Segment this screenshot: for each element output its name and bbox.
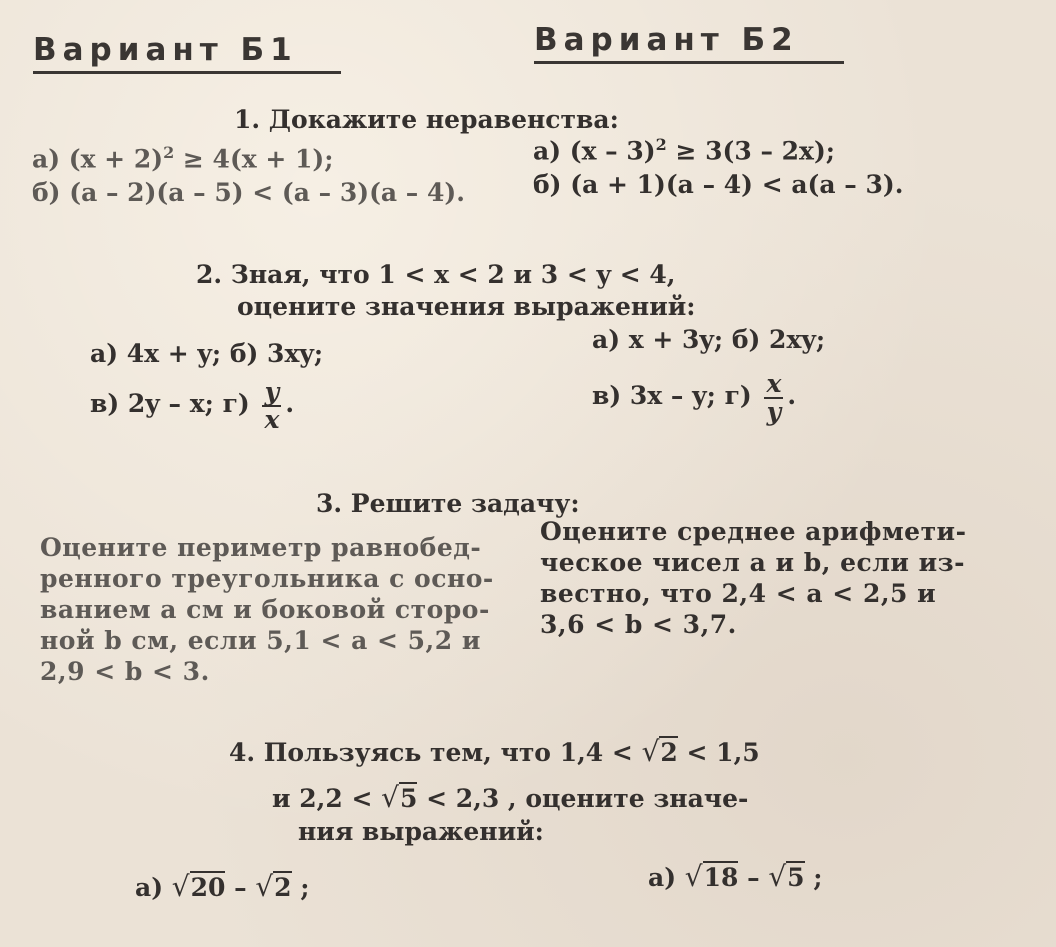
text-line: Оцените среднее арифмети- — [540, 517, 967, 546]
row-prefix: в) 3x – y; г) — [592, 381, 752, 410]
sqrt-5 — [381, 781, 417, 814]
text-line: Оцените периметр равнобед- — [40, 533, 482, 562]
sqrt-2 — [642, 735, 678, 768]
fraction-numerator: x — [766, 368, 782, 398]
item-end: ; — [291, 873, 310, 902]
item-label: а) — [135, 873, 164, 902]
radical-sign-icon: √ — [641, 735, 660, 768]
variant-b1-underline — [33, 71, 341, 74]
text-line: вестно, что 2,4 < a < 2,5 и — [540, 579, 937, 608]
expr-part: ≥ 4(x + 1); — [174, 144, 334, 174]
task2-v1-row1: а) 4x + y; б) 3xy; — [90, 339, 324, 368]
line-prefix: и 2,2 < — [272, 784, 373, 813]
fraction-numerator: y — [262, 379, 281, 407]
text-line: ренного треугольника с осно- — [40, 564, 494, 593]
fraction-y-over-x — [262, 376, 281, 434]
radical-sign-icon: √ — [684, 860, 703, 893]
task4-v2-item-a — [648, 860, 823, 893]
operator: – — [738, 863, 769, 892]
text-line: 3,6 < b < 3,7. — [540, 610, 737, 639]
expr-part: (a + 1)(a – 4) < a(a – 3). — [570, 170, 904, 199]
item-label: а) — [32, 144, 61, 174]
operator: – — [225, 873, 256, 902]
text-line: 2,9 < b < 3. — [40, 657, 210, 686]
text-line: ванием a см и боковой сторо- — [40, 595, 490, 624]
task1-v2-item-b — [533, 170, 903, 199]
expr-part: (x + 2) — [68, 144, 164, 174]
radicand: 5 — [399, 784, 418, 813]
radicand: 20 — [190, 873, 226, 902]
radicand: 5 — [787, 863, 805, 892]
radicand: 2 — [274, 873, 292, 902]
sqrt-5 — [768, 860, 804, 893]
task4-v1-item-a — [135, 870, 310, 903]
task3-v2-text — [540, 516, 966, 640]
item-label: б) — [32, 178, 61, 207]
task1-v1-item-b — [32, 178, 465, 207]
task3-v1-text — [40, 532, 494, 687]
task1-v2-item-a — [533, 135, 835, 165]
expr-part: (a – 2)(a – 5) < (a – 3)(a – 4). — [69, 178, 465, 207]
task4-line2 — [272, 781, 748, 814]
sqrt-18 — [685, 860, 739, 893]
task2-line2: оцените значения выражений: — [237, 292, 696, 321]
fraction-denominator: x — [264, 404, 280, 434]
task4-line1 — [229, 735, 760, 768]
task2-v2-row1: а) x + 3y; б) 2xy; — [592, 325, 826, 354]
exponent: 2 — [655, 135, 667, 154]
fraction-x-over-y — [764, 368, 783, 426]
radical-sign-icon: √ — [381, 781, 399, 814]
radical-sign-icon: √ — [171, 870, 190, 903]
item-end: ; — [804, 863, 823, 892]
text-line: ной b см, если 5,1 < a < 5,2 и — [40, 626, 481, 655]
radicand: 18 — [703, 863, 739, 892]
variant-b2-title: Вариант Б2 — [534, 22, 799, 58]
task2-v1-row2 — [90, 378, 294, 433]
exponent: 2 — [163, 143, 175, 162]
text-line: ческое чисел a и b, если из- — [540, 548, 965, 577]
task2-v2-row2 — [592, 370, 796, 425]
expr-part: ≥ 3(3 – 2x); — [666, 136, 836, 166]
variant-b2-underline — [534, 61, 844, 64]
expr-part: (x – 3) — [569, 136, 656, 166]
task3-heading: 3. Решите задачу: — [316, 489, 580, 518]
task1-heading: 1. Докажите неравенства: — [234, 105, 619, 134]
line-suffix: < 2,3 , оцените значе- — [426, 784, 749, 813]
item-label: а) — [533, 136, 562, 166]
radicand: 2 — [660, 738, 678, 767]
variant-b1-title: Вариант Б1 — [33, 32, 298, 68]
radical-sign-icon: √ — [255, 870, 274, 903]
sqrt-20 — [172, 870, 226, 903]
fraction-end: . — [787, 381, 797, 410]
sqrt-2 — [255, 870, 291, 903]
task2-line1: 2. Зная, что 1 < x < 2 и 3 < y < 4, — [196, 260, 676, 289]
line-prefix: 4. Пользуясь тем, что 1,4 < — [229, 738, 633, 767]
line-suffix: < 1,5 — [686, 738, 760, 767]
row-prefix: в) 2y – x; г) — [90, 389, 250, 418]
fraction-end: . — [285, 389, 295, 418]
task4-line3: ния выражений: — [298, 817, 544, 846]
item-label: а) — [648, 863, 677, 892]
fraction-denominator: y — [766, 396, 782, 426]
radical-sign-icon: √ — [768, 860, 787, 893]
item-label: б) — [533, 170, 562, 199]
task1-v1-item-a — [32, 143, 334, 173]
